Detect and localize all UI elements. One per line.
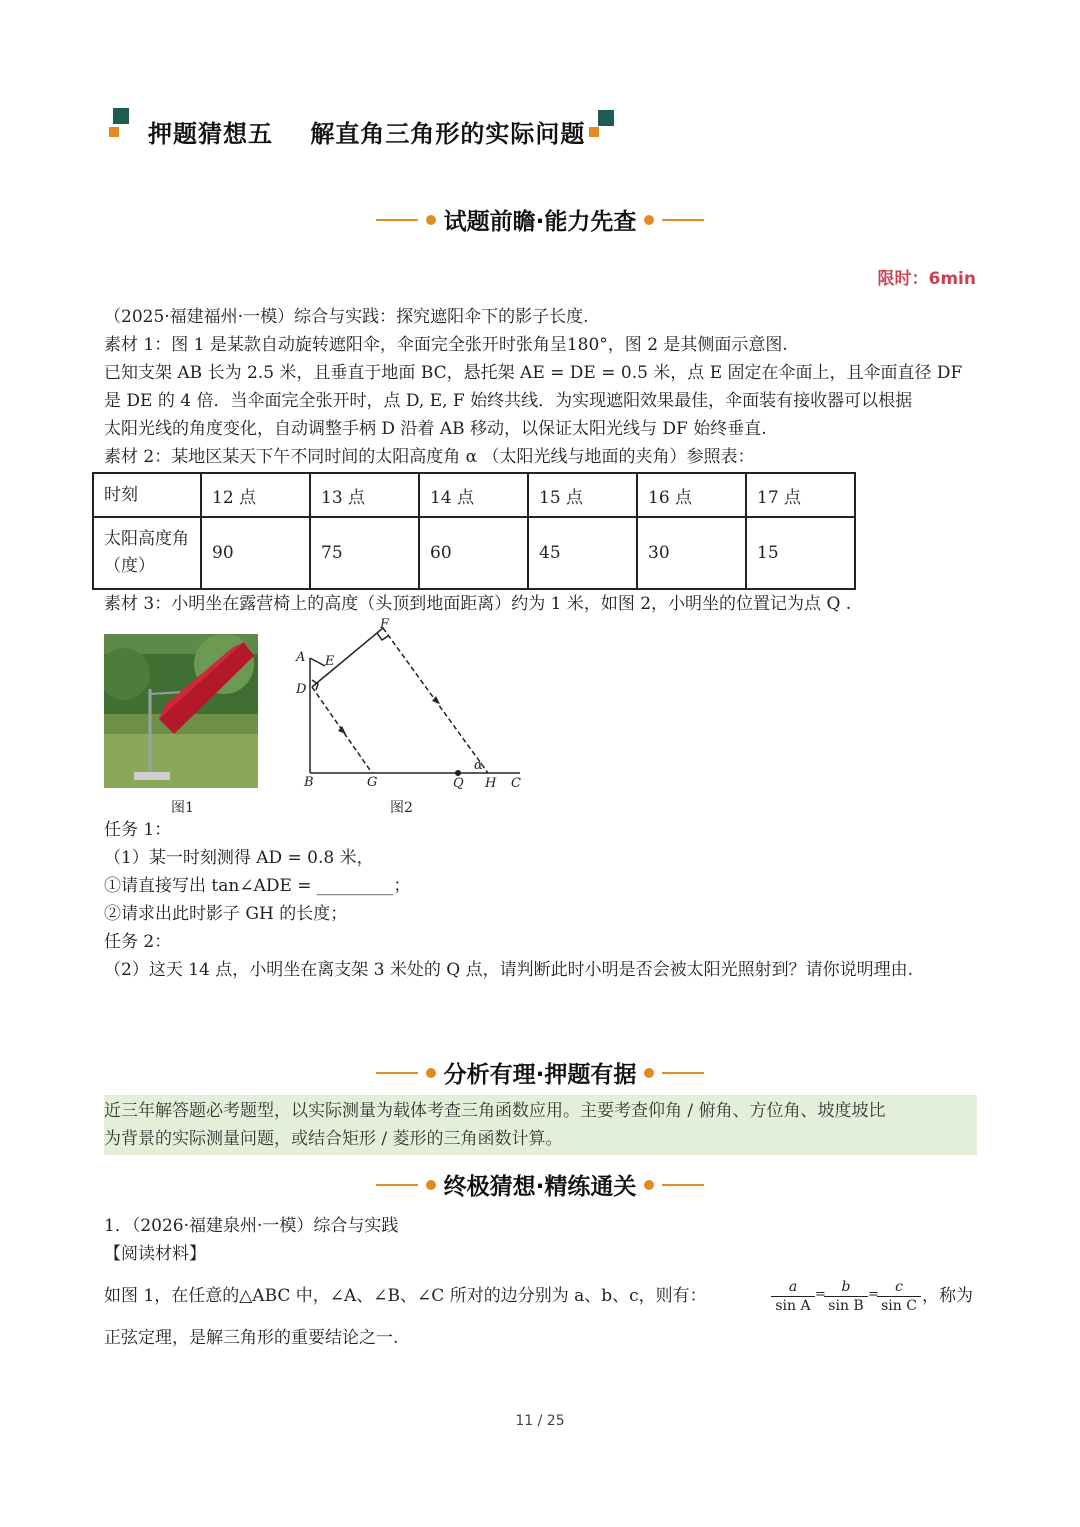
table-cell: 12 点 [201, 473, 310, 517]
section-title: 试题前瞻·能力先查 [443, 209, 637, 235]
diagram-label: D [296, 682, 307, 697]
table-cell: 90 [201, 517, 310, 589]
table-cell: 13 点 [310, 473, 419, 517]
diagram-label: Q [453, 776, 464, 791]
table-cell: 15 点 [528, 473, 637, 517]
table-header-cell: 时刻 [93, 473, 201, 517]
sine-law-text: 如图 1，在任意的△ABC 中，∠A、∠B、∠C 所对的边分别为 a、b、c，则有： [104, 1286, 707, 1306]
diagram-label: H [485, 776, 497, 791]
figure-1-caption: 图1 [171, 800, 194, 816]
section-header-analysis [0, 1056, 1080, 1089]
task-line: ①请直接写出 tan∠ADE = _________； [104, 876, 411, 896]
time-limit: 限时：6min [877, 269, 976, 289]
task-line: ②请求出此时影子 GH 的长度； [104, 904, 348, 924]
table-cell: 60 [419, 517, 528, 589]
diagram-label: G [367, 775, 378, 790]
table-cell: 17 点 [746, 473, 855, 517]
problem-line: 素材 1：图 1 是某款自动旋转遮阳伞，伞面完全张开时张角呈180°，图 2 是其侧面示意图. [104, 335, 788, 355]
table-row [93, 517, 855, 589]
table-cell: 14 点 [419, 473, 528, 517]
figure-2-caption: 图2 [390, 800, 413, 816]
sine-law-text-end: ，称为 [922, 1286, 973, 1306]
diagram-label: E [325, 654, 335, 669]
table-row [93, 473, 855, 517]
material-3: 素材 3：小明坐在露营椅上的高度（头顶到地面距离）约为 1 米，如图 2，小明坐的位置记为点 Q . [104, 594, 852, 614]
page-title: 押题猜想五 解直角三角形的实际问题 [148, 120, 586, 148]
umbrella-photo [104, 634, 258, 788]
fraction: $\frac{a}{\text{sin A}}$ [771, 1278, 815, 1315]
analysis-line: 为背景的实际测量问题，或结合矩形 / 菱形的三角函数计算。 [104, 1129, 563, 1149]
diagram-label: α [474, 758, 483, 773]
task-line: （1）某一时刻测得 AD = 0.8 米， [104, 848, 374, 868]
table-cell: 30 [637, 517, 746, 589]
analysis-line: 近三年解答题必考题型，以实际测量为载体考查三角函数应用。主要考查仰角 / 俯角、方位角、坡度坡比 [104, 1101, 886, 1121]
section-header-practice [0, 1168, 1080, 1201]
question-head: 1．（2026·福建泉州·一模）综合与实践 [104, 1216, 399, 1236]
table-cell: 75 [310, 517, 419, 589]
section-title: 终极猜想·精练通关 [443, 1174, 637, 1200]
problem-line: 太阳光线的角度变化，自动调整手柄 D 沿着 AB 移动，以保证太阳光线与 DF 始终垂直. [104, 419, 767, 439]
fraction: $\frac{c}{\text{sin C}}$ [877, 1278, 921, 1315]
table-header-cell: 太阳高度角（度） [93, 517, 201, 589]
sun-angle-table [92, 472, 856, 590]
page-number: 11 / 25 [515, 1413, 565, 1429]
task-line: 任务 1： [104, 820, 172, 840]
problem-line: 已知支架 AB 长为 2.5 米，且垂直于地面 BC，悬托架 AE = DE = 0.5 米，点 E 固定在伞面上，且伞面直径 DF [104, 363, 963, 383]
task-line: （2）这天 14 点，小明坐在离支架 3 米处的 Q 点，请判断此时小明是否会被太阳光照射到？请你说明理由. [104, 960, 914, 980]
fraction: $\frac{b}{\text{sin B}}$ [824, 1278, 868, 1315]
table-cell: 15 [746, 517, 855, 589]
section-title: 分析有理·押题有据 [443, 1062, 637, 1088]
reading-material-label: 【阅读材料】 [104, 1244, 206, 1264]
table-cell: 45 [528, 517, 637, 589]
diagram-label: B [304, 775, 314, 790]
geometry-diagram [290, 618, 530, 793]
table-cell: 16 点 [637, 473, 746, 517]
task-line: 任务 2： [104, 932, 172, 952]
problem-line: 素材 2：某地区某天下午不同时间的太阳高度角 α （太阳光线与地面的夹角）参照表： [104, 447, 755, 467]
diagram-label: A [296, 650, 306, 665]
problem-line: 是 DE 的 4 倍．当伞面完全张开时，点 D, E, F 始终共线．为实现遮阳效果最佳，伞面装有接收器可以根据 [104, 391, 913, 411]
problem-line: （2025·福建福州·一模）综合与实践：探究遮阳伞下的影子长度. [104, 307, 589, 327]
diagram-label: F [380, 617, 390, 632]
equals-sign: = [868, 1287, 879, 1302]
sine-law-conclusion: 正弦定理，是解三角形的重要结论之一. [104, 1328, 399, 1348]
equals-sign: = [815, 1287, 826, 1302]
section-header-preview [0, 203, 1080, 236]
diagram-label: C [511, 776, 521, 791]
